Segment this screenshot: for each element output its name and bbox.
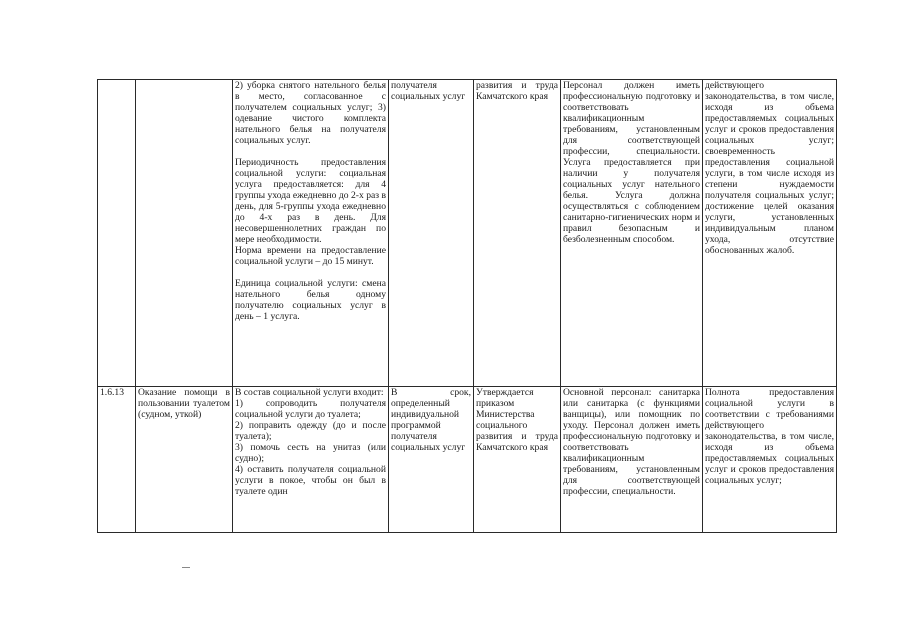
service-name-cell bbox=[136, 80, 233, 387]
quality-evaluation-cell: действующего законодательства, в том числе, исходя из объема предоставляемых социальных услуг и сроков предоставления социальных услуг; своевременность предоставления социальной услуги, в том числе исходя из степени нуждаемости получателя социальных услуг; достижение целей оказания услуги, установленных индивидуальным планом ухода, отсутствие обоснованных жалоб. bbox=[703, 80, 837, 387]
content-paragraph: Периодичность предоставления социальной услуги: социальная услуга предоставляется: для 4 группы ухода ежедневно до 2-х раз в день, для 5-группы ухода ежедневно до 4-х раз в день. Для несовершеннолетних граждан по мере необходимости. bbox=[235, 157, 386, 245]
tariff-approval-cell: Утверждается приказом Министерства социального развития и труда Камчатского края bbox=[474, 387, 561, 533]
tariff-approval-cell: развития и труда Камчатского края bbox=[474, 80, 561, 387]
content-paragraph: 3) помочь сесть на унитаз (или судно); bbox=[235, 442, 386, 464]
service-term-cell: В срок, определенный индивидуальной программой получателя социальных услуг bbox=[389, 387, 474, 533]
content-paragraph: 2) поправить одежду (до и после туалета); bbox=[235, 420, 386, 442]
row-number-cell bbox=[98, 80, 136, 387]
service-content-cell bbox=[233, 387, 389, 533]
content-paragraph: 1) сопроводить получателя социальной услуги до туалета; bbox=[235, 398, 386, 420]
scan-mark bbox=[182, 567, 190, 568]
row-number-cell: 1.6.13 bbox=[98, 387, 136, 533]
table-row bbox=[98, 387, 837, 533]
content-paragraph: В состав социальной услуги входит: bbox=[235, 387, 384, 398]
service-name-cell: Оказание помощи в пользовании туалетом (судном, уткой) bbox=[136, 387, 233, 533]
content-paragraph: 2) уборка снятого нательного белья в место, согласованное с получателем социальных услуг; 3) одевание чистого комплекта нательного белья на получателя социальных услуг. bbox=[235, 80, 386, 146]
content-paragraph: 4) оставить получателя социальной услуги в покое, чтобы он был в туалете один bbox=[235, 464, 386, 497]
content-paragraph: Норма времени на предоставление социальной услуги – до 15 минут. bbox=[235, 245, 386, 267]
table-row bbox=[98, 80, 837, 387]
services-table bbox=[97, 79, 837, 533]
service-conditions-cell: Персонал должен иметь профессиональную подготовку и соответствовать квалификационным требованиям, установленным для соответствующей профессии, специальности. Услуга предоставляется при наличии у получателя социальных услуг нательного белья. Услуга должна осуществляться с соблюдением санитарно-гигиенических норм и правил безопасным и безболезненным способом. bbox=[561, 80, 703, 387]
service-conditions-cell: Основной персонал: санитарка или санитарка (с функциями ванщицы), или помощник по уходу. Персонал должен иметь профессиональную подготовку и соответствовать квалификационным требованиям, установленным для соответствующей профессии, специальности. bbox=[561, 387, 703, 533]
service-term-cell: получателя социальных услуг bbox=[389, 80, 474, 387]
content-paragraph: Единица социальной услуги: смена нательного белья одному получателю социальных услуг в день – 1 услуга. bbox=[235, 278, 386, 322]
quality-evaluation-cell: Полнота предоставления социальной услуги в соответствии с требованиями действующего законодательства, в том числе, исходя из объема предоставляемых социальных услуг и сроков предоставления социальных услуг; bbox=[703, 387, 837, 533]
service-content-cell bbox=[233, 80, 389, 387]
